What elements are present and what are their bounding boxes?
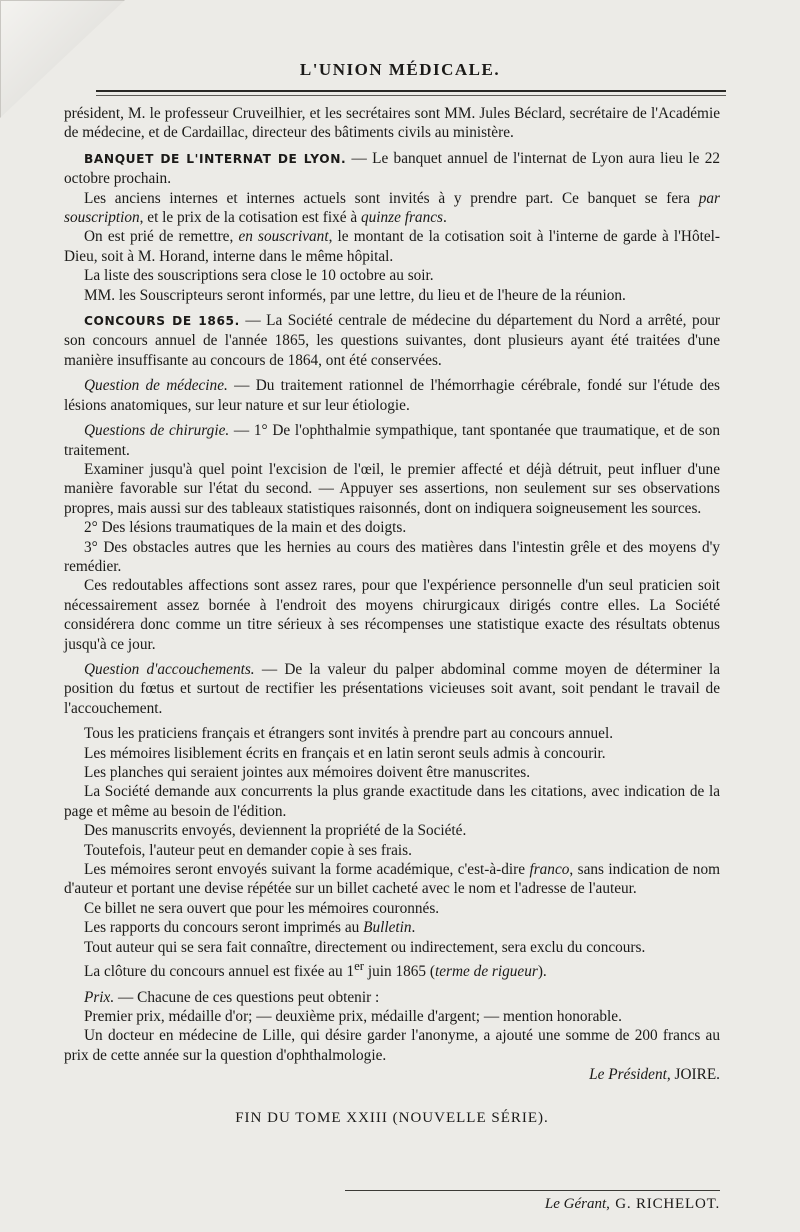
banquet-paragraph: [64, 149, 720, 189]
question-chirurgie-details: Examiner jusqu'à quel point l'excision de l'œil, le premier affecté et déjà détruit, peut influer d'une manière favorable sur l'état du second. — Appuyer ses assertions, non seulement sur ses observations propres, mais aussi sur des tableaux statistiques raisonnés, dont on indiquera soigneusement les sources.: [64, 460, 720, 517]
question-chirurgie-2: 2° Des lésions traumatiques de la main et des doigts.: [84, 519, 407, 537]
rule-11: La clôture du concours annuel est fixée au 1er juin 1865 (terme de rigueur).: [84, 959, 547, 981]
lille-donation: Un docteur en médecine de Lille, qui désire garder l'anonyme, a ajouté une somme de 200 francs au prix de cette année sur la question d'ophthalmologie.: [64, 1027, 720, 1064]
prix-paragraph: Prix. — Chacune de ces questions peut obtenir :: [84, 988, 380, 1006]
question-medecine: Question de médecine. — Du traitement rationnel de l'hémorrhagie cérébrale, fondé sur l'étude des lésions anatomiques, sur leur nature et sur leur étiologie.: [64, 377, 720, 414]
opening-paragraph: président, M. le professeur Cruveilhier, et les secrétaires sont MM. Jules Béclard, secrétaire de l'Académie de médecine, et de Cardaillac, directeur des bâtiments civils au ministère.: [64, 105, 720, 142]
article-body: [64, 104, 720, 1128]
banquet-paragraph-4: La liste des souscriptions sera close le 10 octobre au soir.: [84, 267, 434, 285]
header-rule: [96, 90, 726, 92]
banquet-paragraph-5: MM. les Souscripteurs seront informés, par une lettre, du lieu et de l'heure de la réunion.: [84, 286, 626, 304]
section-heading-concours: CONCOURS DE 1865.: [84, 314, 240, 329]
banquet-paragraph-2: Les anciens internes et internes actuels sont invités à y prendre part. Ce banquet se fera par souscription, et le prix de la cotisation est fixé à quinze francs.: [64, 189, 720, 227]
rule-4: La Société demande aux concurrents la plus grande exactitude dans les citations, avec indication de la page et même au besoin de l'édition.: [64, 783, 720, 820]
banquet-paragraph-3: On est prié de remettre, en souscrivant, le montant de la cotisation soit à l'interne de garde à l'Hôtel-Dieu, soit à M. Horand, interne dans le même hôpital.: [64, 228, 720, 265]
rule-9: Les rapports du concours seront imprimés au Bulletin.: [84, 919, 416, 937]
signature: Le Président, JOIRE.: [589, 1066, 720, 1084]
concours-paragraph: CONCOURS DE 1865. — La Société centrale de médecine du département du Nord a arrêté, pour son concours annuel de l'année 1865, les questions suivantes, dont plusieurs ayant été traitées d'une manière insuffisante au concours de 1864, ont été conservées.: [64, 312, 721, 369]
rule-2: Les mémoires lisiblement écrits en français et en latin seront seuls admis à concourir.: [84, 744, 606, 762]
end-of-volume: FIN DU TOME XXIII (NOUVELLE SÉRIE).: [235, 1109, 549, 1126]
rule-1: Tous les praticiens français et étrangers sont invités à prendre part au concours annuel.: [84, 725, 614, 743]
gerant-signature: Le Gérant, G. RICHELOT.: [544, 1196, 720, 1212]
header-rule-thin: [96, 95, 726, 96]
rule-5: Des manuscrits envoyés, deviennent la propriété de la Société.: [84, 822, 467, 840]
section-heading-banquet: BANQUET DE L'INTERNAT DE LYON.: [84, 151, 347, 166]
rule-3: Les planches qui seraient jointes aux mémoires doivent être manuscrites.: [84, 764, 531, 781]
question-chirurgie-3: 3° Des obstacles autres que les hernies au cours des matières dans l'intestin grêle et des moyens d'y remédier.: [64, 538, 720, 575]
folded-corner: [0, 0, 125, 118]
question-chirurgie-note: Ces redoutables affections sont assez rares, pour que l'expérience personnelle d'un seul praticien soit nécessairement assez bornée à l'endroit des moyens chirurgicaux dirigés contre elles. La Société considérera donc comme un titre sérieux à ses récompenses une statistique exacte des résultats obtenus jusqu'à ce jour.: [64, 577, 720, 653]
prizes-list: Premier prix, médaille d'or; — deuxième prix, médaille d'argent; — mention honorable.: [84, 1007, 622, 1025]
rule-10: Tout auteur qui se sera fait connaître, directement ou indirectement, sera exclu du concours.: [84, 938, 646, 956]
rule-6: Toutefois, l'auteur peut en demander copie à ses frais.: [84, 841, 412, 859]
running-head: L'UNION MÉDICALE.: [299, 60, 501, 79]
rule-7: Les mémoires seront envoyés suivant la forme académique, c'est-à-dire franco, sans indication de nom d'auteur et portant une devise répétée sur un billet cacheté avec le nom et l'adresse de l'auteur.: [64, 861, 720, 898]
rule-8: Ce billet ne sera ouvert que pour les mémoires couronnés.: [84, 899, 440, 917]
question-accouchements: Question d'accouchements. — De la valeur du palper abdominal comme moyen de déterminer la position du fœtus et surtout de rectifier les présentations vicieuses soit avant, soit pendant le travail de l'accouchement.: [64, 660, 720, 717]
banquet-text: — Le banquet annuel de l'internat de Lyon aura lieu le 22 octobre prochain.: [64, 149, 721, 188]
footer-rule: [345, 1190, 720, 1191]
question-chirurgie: Questions de chirurgie. — 1° De l'ophthalmie sympathique, tant spontanée que traumatique, et de son traitement.: [64, 422, 720, 459]
